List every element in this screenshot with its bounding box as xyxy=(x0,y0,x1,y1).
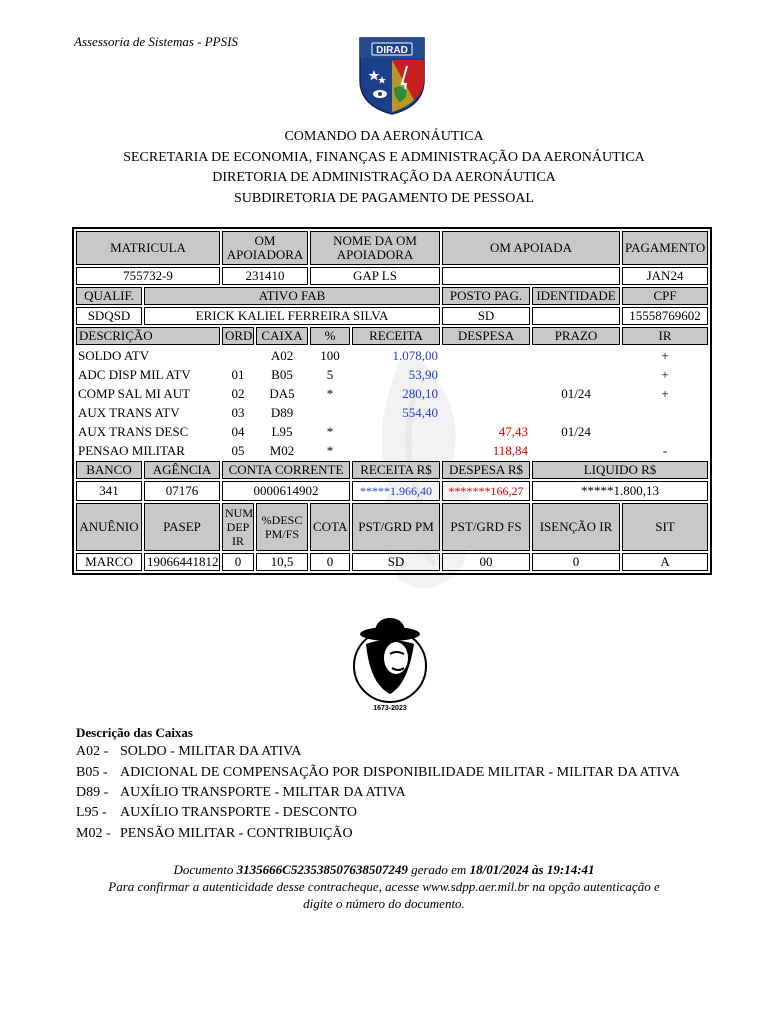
qualif-value: SDQSD xyxy=(76,307,142,325)
item-pct: * xyxy=(326,423,334,439)
item-prazo: 01/24 xyxy=(561,385,591,401)
om-apoiada-value xyxy=(442,267,620,285)
item-ir: + xyxy=(661,366,669,382)
sit-header: SIT xyxy=(622,503,708,551)
item-descricao: COMP SAL MI AUT xyxy=(78,385,191,401)
item-ir: + xyxy=(661,385,669,401)
item-despesa xyxy=(442,404,530,421)
caixa-desc: PENSÃO MILITAR - CONTRIBUIÇÃO xyxy=(120,826,353,841)
item-ord: 02 xyxy=(231,385,245,401)
pst-fs-header: PST/GRD FS xyxy=(442,503,530,551)
caixa-header: CAIXA xyxy=(256,327,308,345)
caixa-desc: AUXÍLIO TRANSPORTE - DESCONTO xyxy=(120,805,358,820)
desc-pm-value: 10,5 xyxy=(256,553,308,571)
cota-header: COTA xyxy=(310,503,350,551)
item-ir: + xyxy=(661,347,669,363)
banco-value: 341 xyxy=(76,481,142,501)
table-row xyxy=(76,385,708,402)
item-caixa: B05 xyxy=(271,366,293,382)
item-ir xyxy=(622,404,708,421)
item-despesa: 118,84 xyxy=(492,442,529,458)
situacao-header: ATIVO FAB xyxy=(144,287,440,305)
payslip-table xyxy=(72,227,712,575)
item-caixa: L95 xyxy=(271,423,293,439)
org-line-1: COMANDO DA AERONÁUTICA xyxy=(284,129,484,144)
item-caixa: D89 xyxy=(270,404,294,420)
header-note: Assessoria de Sistemas - PPSIS xyxy=(74,34,238,49)
anuenio-header: ANUÊNIO xyxy=(76,503,142,551)
om-apoiada-header: OM APOIADA xyxy=(442,231,620,265)
caixa-line xyxy=(76,826,353,842)
doc-mid: gerado em xyxy=(411,862,467,877)
liquido-header: LIQUIDO R$ xyxy=(532,461,708,479)
num-dep-ir-header: NUM DEP IR xyxy=(222,503,254,551)
seal-text: 1673-2023 xyxy=(373,705,407,712)
matricula-header: MATRICULA xyxy=(76,231,220,265)
org-line-3: DIRETORIA DE ADMINISTRAÇÃO DA AERONÁUTICA xyxy=(212,170,556,185)
receita-header: RECEITA xyxy=(352,327,440,345)
banco-header: BANCO xyxy=(76,461,142,479)
item-prazo xyxy=(532,404,620,421)
caixa-line xyxy=(76,744,301,760)
caixa-line xyxy=(76,785,406,801)
cota-value: 0 xyxy=(310,553,350,571)
item-receita: 280,10 xyxy=(402,385,439,401)
pst-pm-value: SD xyxy=(352,553,440,571)
item-ord: 04 xyxy=(231,423,245,439)
dirad-logo xyxy=(358,34,426,116)
ord-header: ORD xyxy=(222,327,254,345)
posto-pag-header: POSTO PAG. xyxy=(442,287,530,305)
agencia-value: 07176 xyxy=(144,481,220,501)
doc-date: 18/01/2024 às 19:14:41 xyxy=(469,862,595,877)
doc-prefix: Documento xyxy=(173,862,234,877)
item-ir xyxy=(622,423,708,440)
caixa-code: L95 - xyxy=(76,805,107,820)
agencia-header: AGÊNCIA xyxy=(144,461,220,479)
item-caixa: M02 xyxy=(269,442,295,458)
doc-number: 3135666C523538507638507249 xyxy=(236,862,408,877)
anniversary-seal xyxy=(350,614,430,714)
caixa-desc: AUXÍLIO TRANSPORTE - MILITAR DA ATIVA xyxy=(120,785,406,800)
identidade-value xyxy=(532,307,620,325)
cpf-header: CPF xyxy=(622,287,708,305)
item-ir: - xyxy=(662,442,668,458)
caixa-desc: SOLDO - MILITAR DA ATIVA xyxy=(120,744,302,759)
pagamento-value: JAN24 xyxy=(622,267,708,285)
auth-instructions: Para confirmar a autenticidade desse contracheque, acesse www.sdpp.aer.mil.br na opção autenticação e xyxy=(108,879,660,894)
caixa-code: A02 - xyxy=(76,744,109,759)
nome-om-header: NOME DA OM APOIADORA xyxy=(310,231,440,265)
pasep-value: 19066441812 xyxy=(144,553,220,571)
table-row xyxy=(76,442,708,459)
item-pct: 5 xyxy=(326,366,334,382)
prazo-header: PRAZO xyxy=(532,327,620,345)
item-pct: * xyxy=(326,442,334,458)
item-pct: * xyxy=(326,385,334,401)
item-descricao: PENSAO MILITAR xyxy=(78,442,185,458)
liquido-value: *****1.800,13 xyxy=(532,481,708,501)
receita-total-header: RECEITA R$ xyxy=(352,461,440,479)
num-dep-ir-value: 0 xyxy=(222,553,254,571)
pst-pm-header: PST/GRD PM xyxy=(352,503,440,551)
org-line-2: SECRETARIA DE ECONOMIA, FINANÇAS E ADMINISTRAÇÃO DA AERONÁUTICA xyxy=(123,150,645,165)
item-prazo xyxy=(532,442,620,459)
despesa-total-header: DESPESA R$ xyxy=(442,461,530,479)
caixa-desc: ADICIONAL DE COMPENSAÇÃO POR DISPONIBILIDADE MILITAR - MILITAR DA ATIVA xyxy=(120,765,680,780)
item-ord: 03 xyxy=(231,404,245,420)
sit-value: A xyxy=(622,553,708,571)
item-ord xyxy=(222,347,254,364)
caixa-code: D89 - xyxy=(76,785,109,800)
isencao-header: ISENÇÃO IR xyxy=(532,503,620,551)
caixa-line xyxy=(76,765,680,781)
desc-pm-header: %DESC PM/FS xyxy=(256,503,308,551)
item-prazo: 01/24 xyxy=(561,423,591,439)
receita-total-value: *****1.966,40 xyxy=(352,481,440,501)
om-apoiadora-value: 231410 xyxy=(222,267,308,285)
item-ord: 01 xyxy=(231,366,245,382)
table-row xyxy=(76,366,708,383)
item-ord: 05 xyxy=(231,442,245,458)
table-row xyxy=(76,404,708,421)
anuenio-value: MARCO xyxy=(76,553,142,571)
logo-text: DIRAD xyxy=(376,45,408,56)
despesa-total-value: *******166,27 xyxy=(442,481,530,501)
nome-om-value: GAP LS xyxy=(310,267,440,285)
isencao-value: 0 xyxy=(532,553,620,571)
conta-header: CONTA CORRENTE xyxy=(222,461,350,479)
table-row xyxy=(76,347,708,364)
item-descricao: AUX TRANS ATV xyxy=(78,404,180,420)
caixa-code: B05 - xyxy=(76,765,108,780)
item-prazo xyxy=(532,347,620,364)
item-descricao: AUX TRANS DESC xyxy=(78,423,189,439)
pasep-header: PASEP xyxy=(144,503,220,551)
item-receita: 53,90 xyxy=(408,366,439,382)
om-apoiadora-header: OM APOIADORA xyxy=(222,231,308,265)
item-pct xyxy=(310,404,350,421)
item-receita xyxy=(352,423,440,440)
item-receita: 1.078,00 xyxy=(392,347,439,363)
item-receita xyxy=(352,442,440,459)
item-prazo xyxy=(532,366,620,383)
pagamento-header: PAGAMENTO xyxy=(622,231,708,265)
item-receita: 554,40 xyxy=(402,404,439,420)
caixa-line xyxy=(76,805,357,821)
posto-pag-value: SD xyxy=(442,307,530,325)
pst-fs-value: 00 xyxy=(442,553,530,571)
pct-header: % xyxy=(310,327,350,345)
item-caixa: A02 xyxy=(270,347,294,363)
item-despesa xyxy=(442,385,530,402)
item-despesa: 47,43 xyxy=(498,423,529,439)
item-descricao: SOLDO ATV xyxy=(78,347,150,363)
despesa-header: DESPESA xyxy=(442,327,530,345)
item-caixa: DA5 xyxy=(269,385,295,401)
identidade-header: IDENTIDADE xyxy=(532,287,620,305)
caixa-code: M02 - xyxy=(76,826,111,841)
item-despesa xyxy=(442,366,530,383)
caixas-title: Descrição das Caixas xyxy=(76,725,193,740)
item-pct: 100 xyxy=(320,347,340,363)
qualif-header: QUALIF. xyxy=(76,287,142,305)
cpf-value: 15558769602 xyxy=(622,307,708,325)
document-id-line xyxy=(0,862,768,878)
ir-header: IR xyxy=(622,327,708,345)
item-despesa xyxy=(442,347,530,364)
org-line-4: SUBDIRETORIA DE PAGAMENTO DE PESSOAL xyxy=(233,191,534,206)
auth-instructions-2: digite o número do documento. xyxy=(303,896,465,911)
table-row xyxy=(76,423,708,440)
matricula-value: 755732-9 xyxy=(76,267,220,285)
conta-value: 0000614902 xyxy=(222,481,350,501)
item-descricao: ADC DISP MIL ATV xyxy=(78,366,191,382)
nome-value: ERICK KALIEL FERREIRA SILVA xyxy=(144,307,440,325)
descricao-header: DESCRIÇÃO xyxy=(76,327,220,345)
